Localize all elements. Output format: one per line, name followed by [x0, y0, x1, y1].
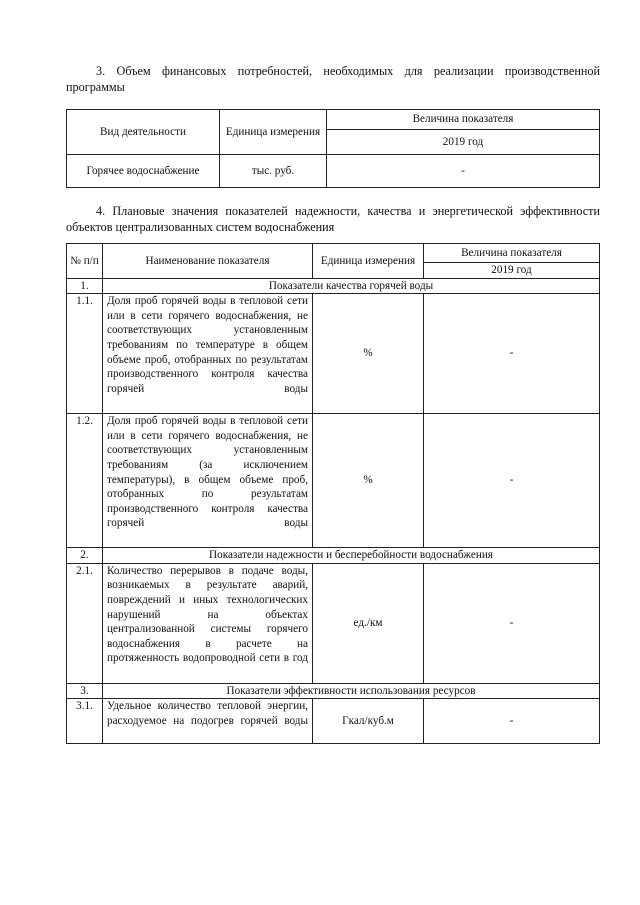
row-name: Доля проб горячей воды в тепловой сети или в сети горячего водоснабжения, не соответствующих установленным требованиям по температуре в общем объеме проб, отобранных по результатам производственного контроля качества горячей воды — [103, 294, 313, 414]
table-row — [67, 155, 600, 188]
row-activity: Горячее водоснабжение — [67, 155, 220, 188]
row-value: - — [327, 155, 600, 188]
group-num: 2. — [67, 548, 103, 564]
col-header-unit: Единица измерения — [313, 244, 424, 279]
row-num: 3.1. — [67, 699, 103, 744]
table-row — [67, 563, 600, 683]
section-4-heading: 4. Плановые значения показателей надежности, качества и энергетической эффективности объектов централизованных систем водоснабжения — [66, 204, 600, 234]
col-header-num: № п/п — [67, 244, 103, 279]
row-unit: % — [313, 414, 424, 548]
col-header-name: Наименование показателя — [103, 244, 313, 279]
row-name: Доля проб горячей воды в тепловой сети или в сети горячего водоснабжения, не соответствующих установленным требованиям (за исключением температуры), в общем объеме проб, отобранных по результатам производственного контроля качества горячей воды — [103, 414, 313, 548]
row-num: 2.1. — [67, 563, 103, 683]
group-row — [67, 683, 600, 699]
col-header-value: Величина показателя — [327, 110, 600, 130]
group-title: Показатели надежности и бесперебойности водоснабжения — [103, 548, 600, 564]
indicators-table — [66, 243, 600, 744]
row-value: - — [424, 294, 600, 414]
row-value: - — [424, 699, 600, 744]
table-row — [67, 414, 600, 548]
group-title: Показатели эффективности использования ресурсов — [103, 683, 600, 699]
row-unit: ед./км — [313, 563, 424, 683]
table-row — [67, 699, 600, 744]
row-name: Удельное количество тепловой энергии, расходуемое на подогрев горячей воды — [103, 699, 313, 744]
col-header-unit: Единица измерения — [220, 110, 327, 155]
row-num: 1.2. — [67, 414, 103, 548]
row-value: - — [424, 563, 600, 683]
col-header-year: 2019 год — [327, 130, 600, 155]
row-unit: тыс. руб. — [220, 155, 327, 188]
group-row — [67, 548, 600, 564]
row-unit: Гкал/куб.м — [313, 699, 424, 744]
col-header-year: 2019 год — [424, 263, 600, 279]
group-num: 3. — [67, 683, 103, 699]
row-value: - — [424, 414, 600, 548]
group-num: 1. — [67, 278, 103, 294]
group-row — [67, 278, 600, 294]
row-name: Количество перерывов в подаче воды, возникаемых в результате аварий, повреждений и иных технологических нарушений на объектах централизованной системы горячего водоснабжения в расчете на протяженность водопроводной сети в год — [103, 563, 313, 683]
col-header-activity: Вид деятельности — [67, 110, 220, 155]
table-row — [67, 294, 600, 414]
row-num: 1.1. — [67, 294, 103, 414]
row-unit: % — [313, 294, 424, 414]
col-header-value: Величина показателя — [424, 244, 600, 263]
group-title: Показатели качества горячей воды — [103, 278, 600, 294]
financial-needs-table — [66, 109, 600, 188]
section-3-heading: 3. Объем финансовых потребностей, необходимых для реализации производственной программы — [66, 64, 600, 94]
